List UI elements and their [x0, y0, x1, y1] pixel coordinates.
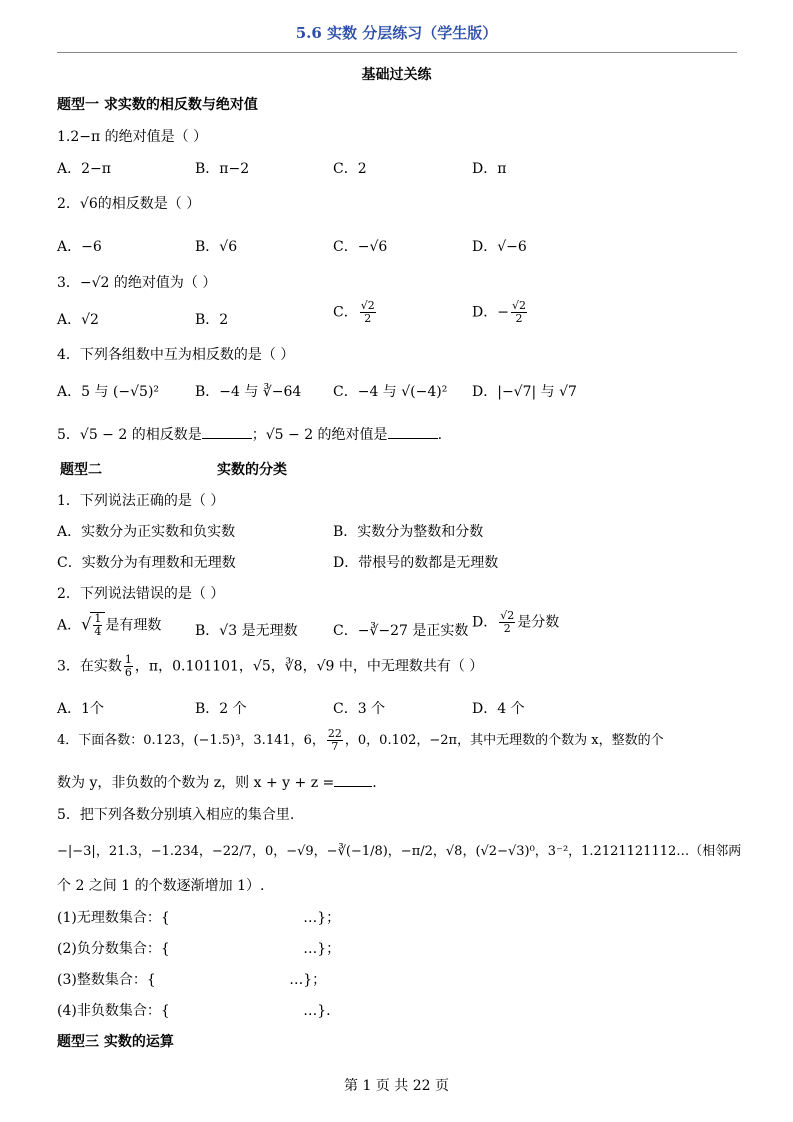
t1-q2-number: 2． [57, 196, 80, 212]
t2-q1-stem: 1．下列说法正确的是（ ） [57, 493, 225, 509]
t2-q4-line2-end: . [372, 775, 377, 791]
t2-q2-d-fraction [499, 610, 515, 635]
answer-blank[interactable] [334, 785, 372, 787]
t2-q3-suffix: ，π，0.101101，√5，∛8，√9 中，中无理数共有（ ） [134, 658, 484, 675]
t2-q2-option-c: C．−∛−27 是正实数 [333, 623, 469, 639]
type3-heading: 题型三 实数的运算 [57, 1034, 174, 1050]
fraction-numerator: √2 [511, 299, 526, 312]
page-title: 5.6 实数 分层练习（学生版） [295, 24, 498, 42]
fraction-numerator: √2 [500, 609, 515, 622]
fraction-numerator: 22 [327, 727, 342, 740]
t2-q5-set-nonnegative: (4)非负数集合：{ …}. [57, 1003, 331, 1019]
t2-q2-option-b: B．√3 是无理数 [195, 623, 298, 639]
fraction-denominator: 2 [364, 312, 372, 326]
t2-q5-set-negative-fraction: (2)负分数集合：{ …}； [57, 941, 341, 957]
t2-q3-option-c: C．3 个 [333, 701, 386, 717]
fraction-denominator: 6 [124, 666, 132, 680]
t2-q4-line1 [57, 728, 664, 753]
t2-q1-option-d: D．带根号的数都是无理数 [333, 555, 499, 571]
t1-q2-expr: √6 [79, 196, 98, 212]
t2-q4-prefix: 4．下面各数：0.123，(−1.5)³，3.141，6， [57, 733, 325, 749]
t1-q4-option-d: D．|−√7| 与 √7 [472, 384, 577, 400]
t1-q3-option-c [333, 300, 378, 325]
t1-q2-b-label: B． [195, 239, 220, 255]
t1-q2-d-label: D． [472, 239, 498, 255]
page-footer: 第 1 页 共 22 页 [344, 1078, 449, 1094]
t1-q3-option-a: A．√2 [57, 312, 99, 328]
t1-q5-part3: . [437, 427, 443, 443]
t2-q2-option-d [472, 610, 559, 635]
t1-q2-option-c: C．−√6 [333, 239, 388, 255]
t1-q1-option-a: A．2−π [57, 161, 111, 177]
t2-q3-option-d: D．4 个 [472, 701, 525, 717]
t2-q4-line2 [57, 772, 377, 792]
t1-q3-c-label: C． [333, 304, 358, 321]
t1-q3-option-d [472, 300, 529, 325]
answer-blank[interactable] [202, 437, 252, 439]
type2-heading-title: 实数的分类 [217, 462, 287, 478]
t1-q1-option-b: B．π−2 [195, 161, 250, 177]
t2-q5-numbers-cont: 个 2 之间 1 的个数逐渐增加 1）. [57, 878, 265, 894]
t1-q2-option-b [195, 236, 237, 256]
fraction-denominator: 2 [515, 312, 523, 326]
t1-q4-stem: 4．下列各组数中互为相反数的是（ ） [57, 347, 295, 363]
t1-q3-d-fraction [511, 300, 527, 325]
t2-q2-a-fraction [93, 613, 102, 638]
t1-q5-part1: 5．√5 − 2 的相反数是 [57, 427, 202, 443]
t2-q2-d-text: 是分数 [517, 614, 560, 631]
t1-q3-c-fraction [360, 300, 376, 325]
t2-q3-option-b: B．2 个 [195, 701, 247, 717]
radical-icon: √ [81, 614, 92, 634]
t1-q3-d-label: D．− [472, 304, 509, 321]
fraction-denominator: 2 [503, 622, 511, 636]
t1-q4-option-c: C．−4 与 √(−4)² [333, 384, 448, 400]
t1-q1-stem: 1.2−π 的绝对值是（ ） [57, 129, 208, 145]
fraction-denominator: 4 [94, 625, 102, 639]
t2-q4-suffix: ，0，0.10̇2̇，−2π，其中无理数的个数为 x，整数的个 [344, 733, 664, 749]
t2-q2-a-label: A． [57, 617, 82, 634]
t2-q5-numbers: −|−3|，21.3，−1.234，−22/7，0，−√9，−∛(−1/8)，−π/2，√8，(√2−√3)⁰，3⁻²，1.2121121112…（相邻两 [57, 844, 742, 859]
t2-q4-line2-text: 数为 y，非负数的个数为 z，则 x + y + z = [57, 775, 335, 791]
type1-heading: 题型一 求实数的相反数与绝对值 [57, 97, 258, 113]
t1-q2-option-d [472, 236, 527, 256]
section-heading: 基础过关练 [361, 67, 432, 83]
t2-q1-option-b: B．实数分为整数和分数 [333, 524, 484, 540]
t2-q2-stem: 2．下列说法错误的是（ ） [57, 586, 225, 602]
t2-q4-fraction [327, 728, 343, 753]
t2-q3-prefix: 3．在实数 [57, 658, 122, 675]
t2-q5-set-irrational: (1)无理数集合：{ …}； [57, 910, 341, 926]
t2-q2-option-a [57, 612, 161, 638]
fraction-numerator: √2 [360, 299, 375, 312]
t1-q3-option-b: B．2 [195, 312, 229, 328]
t1-q2-d-expr: √−6 [497, 239, 527, 255]
t1-q5-part2: ；√5 − 2 的绝对值是 [251, 427, 388, 443]
t1-q2-option-a: A．−6 [57, 239, 102, 255]
t2-q5-set-integer: (3)整数集合：{ …}； [57, 972, 327, 988]
t1-q1-option-c: C．2 [333, 161, 367, 177]
t2-q1-option-c: C．实数分为有理数和无理数 [57, 555, 236, 571]
t1-q4-option-b: B．−4 与 ∛−64 [195, 384, 302, 400]
t2-q3-option-a: A．1个 [57, 701, 105, 717]
t1-q2-b-expr: √6 [219, 239, 238, 255]
header-divider [57, 52, 737, 53]
fraction-numerator: 1 [94, 612, 102, 625]
t2-q2-d-label: D． [472, 614, 498, 631]
t1-q1-option-d: D．π [472, 161, 507, 177]
t2-q5-stem: 5．把下列各数分别填入相应的集合里. [57, 807, 295, 823]
t1-q5 [57, 424, 442, 444]
answer-blank[interactable] [388, 437, 438, 439]
type2-heading-label: 题型二 [60, 462, 102, 478]
t1-q4-option-a: A．5 与 (−√5)² [57, 384, 160, 400]
t2-q3-stem [57, 654, 483, 679]
fraction-denominator: 7 [331, 740, 339, 754]
t2-q1-option-a: A．实数分为正实数和负实数 [57, 524, 236, 540]
fraction-numerator: 1 [124, 653, 132, 666]
t2-q3-fraction [124, 654, 133, 679]
t1-q2-stem [57, 193, 200, 213]
t1-q3-stem: 3．−√2 的绝对值为（ ） [57, 275, 217, 291]
t1-q2-text: 的相反数是（ ） [97, 196, 201, 212]
t2-q2-a-text: 是有理数 [105, 617, 162, 634]
